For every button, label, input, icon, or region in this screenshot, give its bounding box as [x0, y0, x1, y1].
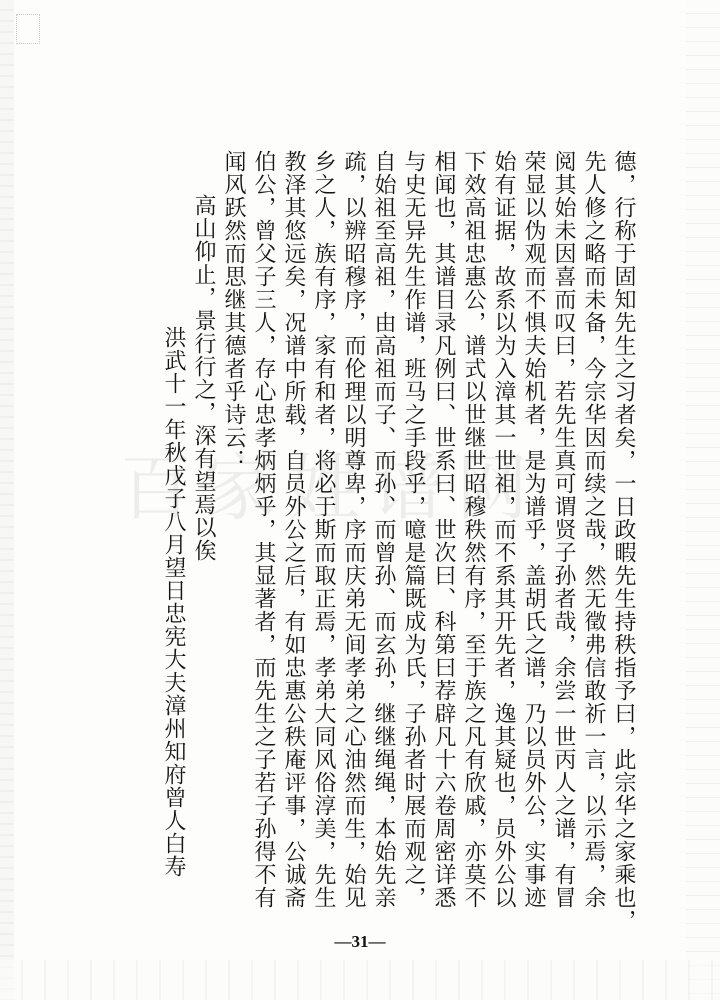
text-column-1: 德，行称于固知先生之习者矣，一日政暇先生持秩指予曰，此宗华之家乘也， — [611, 150, 636, 932]
poem-line: 高山仰止，景行行之，深有望焉以俟 — [191, 194, 216, 562]
text-column-12: 教泽其悠远矣，况谱中所载，自员外公之后，有如忠惠公秩庵评事，公诚斋 — [281, 150, 306, 909]
text-column-3: 阅其始未因喜而叹曰，若先生真可谓贤子孙者哉，余尝一世丙人之谱，有冒 — [551, 150, 576, 909]
scan-edge-right — [686, 0, 720, 1000]
vertical-text-block — [158, 150, 638, 932]
scan-edge-left — [0, 0, 14, 1000]
text-column-6: 下效高祖忠惠公，谱式以世继世昭穆秩然有序，至于族之凡有欣戚，亦莫不 — [461, 150, 486, 909]
text-column-5: 始有证据，故系以为入漳其一世祖，而不系其开先者，逸其疑也，员外公以 — [491, 150, 516, 909]
text-column-4: 荣显以伪观而不惧夫始机者，是为谱乎，盖胡氏之谱，乃以员外公，实事迹 — [521, 150, 546, 909]
text-column-8: 与史无异先生作谱，班马之手段乎，噫是篇既成为氏，子孙者时展而观之， — [401, 150, 426, 909]
text-column-10: 疏，以辨昭穆序，而伦理以明尊卑，序而庆弟无间孝弟之心油然而生，始见 — [341, 150, 366, 909]
text-column-11: 乡之人，族有序，家有和者，将必于斯而取正焉，孝弟大同风俗淳美，先生 — [311, 150, 336, 909]
signature-line: 洪武十一年秋戊子八月望日忠宪大夫漳州知府曾人白寿 — [161, 326, 186, 878]
text-column-7: 相闻也，其谱目录凡例曰、世系曰、世次曰、科第曰荐辟凡十六卷周密详悉 — [431, 150, 456, 909]
watermark: 百家姓谱网 — [120, 446, 541, 530]
text-column-9: 自始祖至高祖，由高祖而子、而孙、而曾孙、而玄孙，继继绳绳，本始先亲 — [371, 150, 396, 909]
page-number: —31— — [334, 932, 386, 951]
text-column-13: 伯公，曾父子三人，存心忠孝炳炳乎，其显著者，而先生之子若子孙得不有 — [251, 150, 276, 909]
corner-mark — [16, 14, 40, 44]
text-column-2: 先人修之略而未备，今宗华因而续之哉，然无徵弗信敢祈一言，以示焉，余 — [581, 150, 606, 909]
scan-edge-bottom — [0, 960, 720, 1000]
text-column-14: 闻风跃然而思继其德者乎诗云： — [221, 150, 246, 472]
